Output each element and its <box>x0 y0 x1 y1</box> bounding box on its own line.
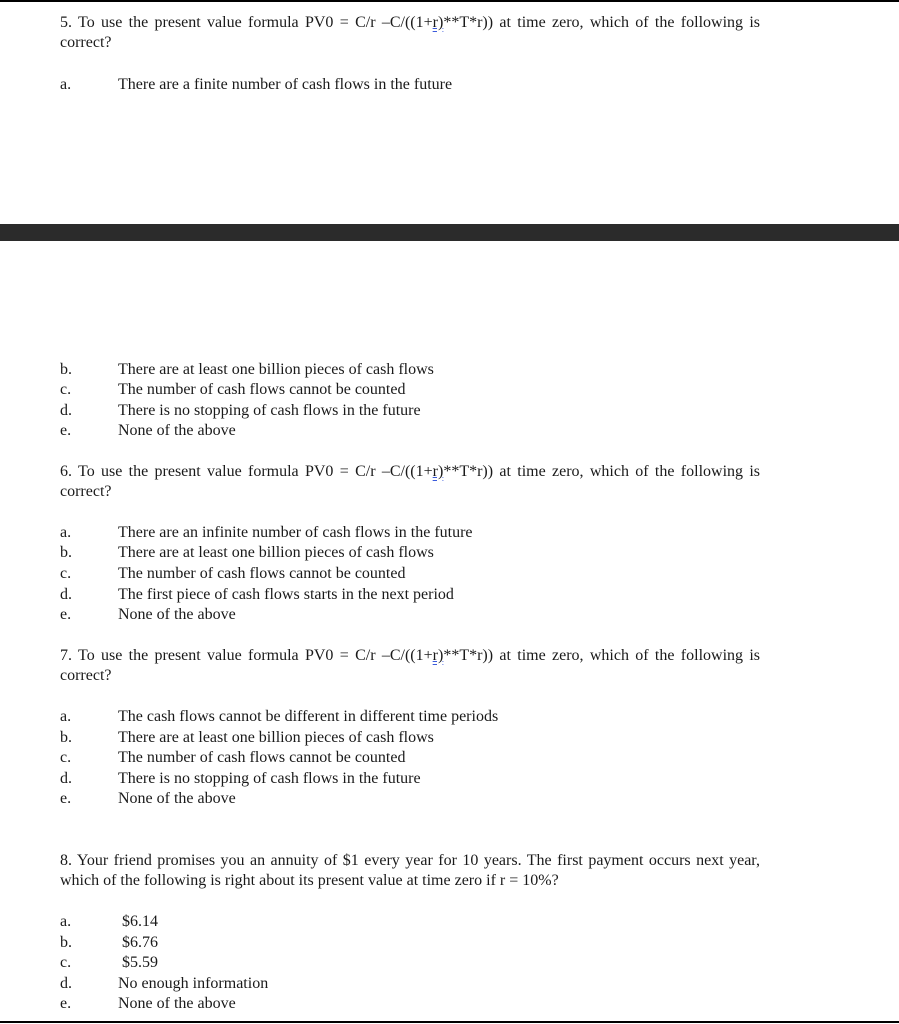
bottom-border-line <box>0 1021 899 1023</box>
question-8-number: 8. <box>60 852 72 869</box>
question-6-number: 6. <box>60 463 72 480</box>
question-7-text: 7. To use the present value formula PV0 = C/r –C/((1+r)**T*r)) at time zero, which of the following is correct? <box>60 647 761 684</box>
question-6-text: 6. To use the present value formula PV0 = C/r –C/((1+r)**T*r)) at time zero, which of the following is correct? <box>60 463 761 500</box>
question-5-number: 5. <box>60 14 72 31</box>
question-8-text: 8. Your friend promises you an annuity of $1 every year for 10 years. The first payment occurs next year, which of the following is right about its present value at time zero if r = 10%? <box>60 852 760 889</box>
question-7-number: 7. <box>60 647 72 664</box>
page-break-bar <box>0 224 899 241</box>
question-5-text: 5. To use the present value formula PV0 = C/r –C/((1+r)**T*r)) at time zero, which of the following is correct? <box>60 14 761 51</box>
top-border-line <box>0 0 899 2</box>
